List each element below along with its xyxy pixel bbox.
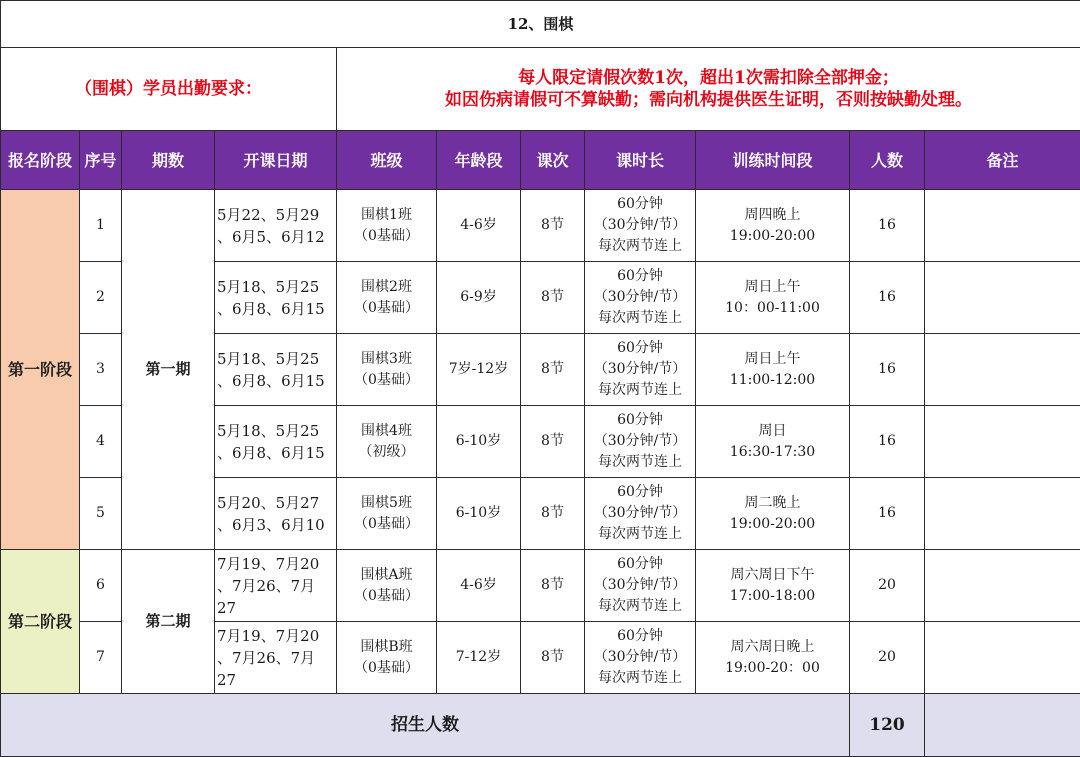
stage-cell: 第一阶段 (1, 190, 80, 550)
header-stage: 报名阶段 (1, 131, 80, 190)
total-row (1, 694, 1080, 757)
row-class: 围棋4班 （初级） (337, 406, 437, 478)
row-time: 周四晚上 19:00-20:00 (696, 190, 850, 262)
header-time-slot: 训练时间段 (696, 131, 850, 190)
row-note (925, 262, 1080, 334)
row-class: 围棋1班 （0基础） (337, 190, 437, 262)
row-note (925, 190, 1080, 262)
row-no: 2 (80, 262, 122, 334)
row-time: 周六周日晚上 19:00-20：00 (696, 622, 850, 694)
period-cell: 第一期 (122, 190, 215, 550)
row-count: 16 (850, 190, 925, 262)
requirement-text: 每人限定请假次数1次，超出1次需扣除全部押金； 如因伤病请假可不算缺勤；需向机构提供医生证明，否则按缺勤处理。 (337, 48, 1080, 131)
row-count: 16 (850, 262, 925, 334)
header-duration: 课时长 (585, 131, 696, 190)
row-class: 围棋5班 （0基础） (337, 478, 437, 550)
table-row (1, 190, 1080, 262)
row-note (925, 550, 1080, 622)
row-count: 20 (850, 622, 925, 694)
row-count: 16 (850, 406, 925, 478)
row-class: 围棋2班 （0基础） (337, 262, 437, 334)
row-date: 7月19、7月20 、7月26、7月 27 (215, 622, 337, 694)
row-sessions: 8节 (521, 334, 585, 406)
total-note (925, 694, 1080, 757)
row-duration: 60分钟 （30分钟/节） 每次两节连上 (585, 190, 696, 262)
row-no: 7 (80, 622, 122, 694)
table-row (1, 550, 1080, 622)
row-class: 围棋B班 （0基础） (337, 622, 437, 694)
row-count: 16 (850, 478, 925, 550)
row-date: 5月22、5月29 、6月5、6月12 (215, 190, 337, 262)
row-duration: 60分钟 （30分钟/节） 每次两节连上 (585, 478, 696, 550)
row-date: 5月18、5月25 、6月8、6月15 (215, 334, 337, 406)
header-start-date: 开课日期 (215, 131, 337, 190)
row-note (925, 334, 1080, 406)
row-sessions: 8节 (521, 478, 585, 550)
row-age: 6-10岁 (437, 478, 521, 550)
row-class: 围棋3班 （0基础） (337, 334, 437, 406)
row-age: 4-6岁 (437, 190, 521, 262)
row-time: 周日 16:30-17:30 (696, 406, 850, 478)
row-duration: 60分钟 （30分钟/节） 每次两节连上 (585, 406, 696, 478)
row-duration: 60分钟 （30分钟/节） 每次两节连上 (585, 550, 696, 622)
row-time: 周日上午 11:00-12:00 (696, 334, 850, 406)
row-age: 6-9岁 (437, 262, 521, 334)
row-no: 6 (80, 550, 122, 622)
row-time: 周二晚上 19:00-20:00 (696, 478, 850, 550)
row-sessions: 8节 (521, 406, 585, 478)
row-duration: 60分钟 （30分钟/节） 每次两节连上 (585, 622, 696, 694)
row-age: 7-12岁 (437, 622, 521, 694)
row-no: 5 (80, 478, 122, 550)
row-note (925, 622, 1080, 694)
total-label: 招生人数 (1, 694, 850, 757)
header-period: 期数 (122, 131, 215, 190)
row-count: 20 (850, 550, 925, 622)
row-no: 4 (80, 406, 122, 478)
row-date: 5月18、5月25 、6月8、6月15 (215, 262, 337, 334)
period-cell: 第二期 (122, 550, 215, 694)
header-age: 年龄段 (437, 131, 521, 190)
row-sessions: 8节 (521, 550, 585, 622)
header-note: 备注 (925, 131, 1080, 190)
header-no: 序号 (80, 131, 122, 190)
row-date: 5月18、5月25 、6月8、6月15 (215, 406, 337, 478)
row-no: 1 (80, 190, 122, 262)
stage-cell: 第二阶段 (1, 550, 80, 694)
row-sessions: 8节 (521, 622, 585, 694)
row-duration: 60分钟 （30分钟/节） 每次两节连上 (585, 334, 696, 406)
header-count: 人数 (850, 131, 925, 190)
row-sessions: 8节 (521, 190, 585, 262)
row-age: 4-6岁 (437, 550, 521, 622)
header-row (1, 131, 1080, 190)
header-sessions: 课次 (521, 131, 585, 190)
row-date: 7月19、7月20 、7月26、7月 27 (215, 550, 337, 622)
row-note (925, 406, 1080, 478)
row-duration: 60分钟 （30分钟/节） 每次两节连上 (585, 262, 696, 334)
row-time: 周日上午 10：00-11:00 (696, 262, 850, 334)
requirement-label: （围棋）学员出勤要求： (1, 48, 337, 131)
table-title: 12、围棋 (1, 1, 1080, 48)
row-sessions: 8节 (521, 262, 585, 334)
header-class: 班级 (337, 131, 437, 190)
row-no: 3 (80, 334, 122, 406)
row-class: 围棋A班 （0基础） (337, 550, 437, 622)
row-time: 周六周日下午 17:00-18:00 (696, 550, 850, 622)
row-date: 5月20、5月27 、6月3、6月10 (215, 478, 337, 550)
row-count: 16 (850, 334, 925, 406)
total-value: 120 (850, 694, 925, 757)
row-age: 7岁-12岁 (437, 334, 521, 406)
row-age: 6-10岁 (437, 406, 521, 478)
row-note (925, 478, 1080, 550)
